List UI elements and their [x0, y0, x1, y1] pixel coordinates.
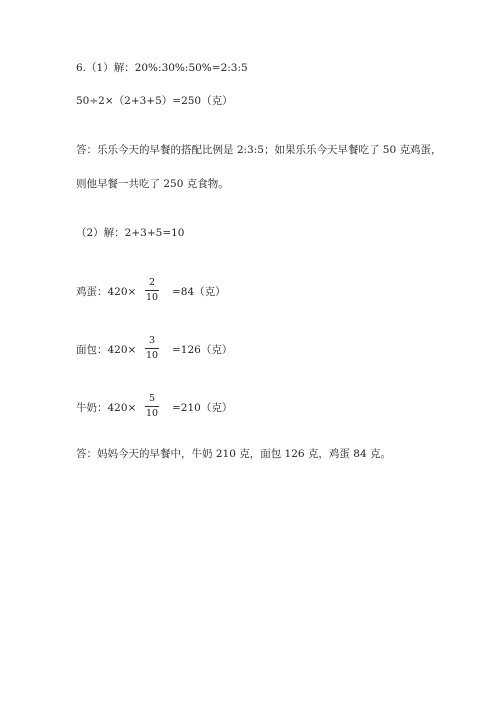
part1-calculation-line: 50÷2×（2+3+5）=250（克） — [76, 95, 233, 107]
milk-fraction — [145, 392, 159, 420]
bread-prefix: 面包：420× — [76, 344, 137, 356]
answer2-line: 答：妈妈今天的早餐中，牛奶 210 克，面包 126 克，鸡蛋 84 克。 — [76, 448, 391, 460]
bread-fraction — [145, 334, 159, 362]
milk-fraction-bar — [145, 406, 159, 407]
egg-fraction-denominator: 10 — [145, 292, 159, 303]
bread-fraction-numerator: 3 — [148, 335, 156, 346]
egg-fraction — [145, 276, 159, 304]
egg-fraction-numerator: 2 — [148, 277, 156, 288]
milk-prefix: 牛奶：420× — [76, 402, 137, 414]
answer1-line2: 则他早餐一共吃了 250 克食物。 — [76, 178, 229, 190]
bread-fraction-bar — [145, 348, 159, 349]
part1-solution-line: 6.（1）解：20%:30%:50%=2:3:5 — [76, 62, 248, 74]
part2-solution-line: （2）解：2+3+5=10 — [76, 227, 185, 239]
bread-result: =126（克） — [172, 344, 233, 356]
bread-fraction-denominator: 10 — [145, 350, 159, 361]
milk-result: =210（克） — [172, 402, 233, 414]
answer1-line1: 答：乐乐今天的早餐的搭配比例是 2:3:5；如果乐乐今天早餐吃了 50 克鸡蛋， — [76, 144, 442, 156]
egg-fraction-bar — [145, 290, 159, 291]
milk-fraction-denominator: 10 — [145, 408, 159, 419]
egg-prefix: 鸡蛋：420× — [76, 286, 137, 298]
egg-result: =84（克） — [172, 286, 226, 298]
milk-fraction-numerator: 5 — [148, 393, 156, 404]
